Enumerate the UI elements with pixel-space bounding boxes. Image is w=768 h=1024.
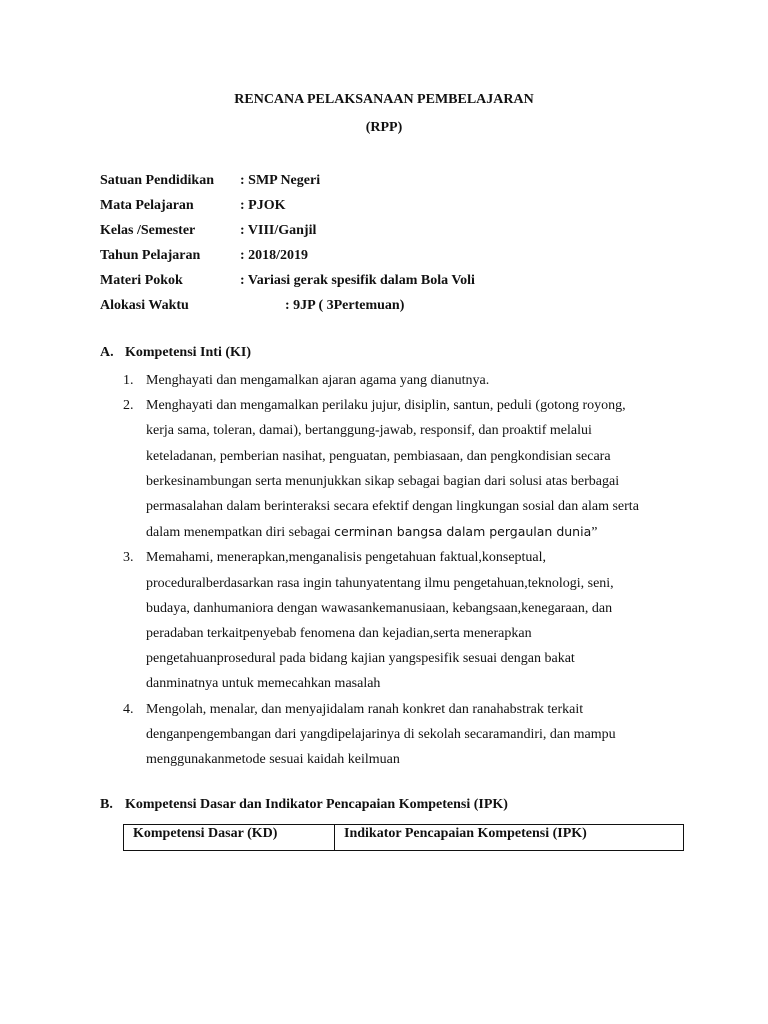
info-value: : SMP Negeri (240, 173, 321, 188)
item-line-end: ” (591, 525, 598, 541)
item-number: 3. (123, 550, 134, 566)
list-item (100, 697, 700, 773)
info-label: Mata Pelajaran (100, 198, 194, 213)
list-item (100, 393, 700, 545)
list-item (100, 368, 700, 393)
info-value: : Variasi gerak spesifik dalam Bola Voli (240, 273, 475, 288)
item-line: proceduralberdasarkan rasa ingin tahunyatentang ilmu pengetahuan,teknologi, seni, (146, 575, 614, 591)
list-item (100, 545, 700, 696)
info-label: Tahun Pelajaran (100, 248, 201, 263)
item-line: Memahami, menerapkan,menganalisis pengetahuan faktual,konseptual, (146, 550, 547, 566)
info-label: Materi Pokok (100, 273, 183, 288)
table-header-ipk: Indikator Pencapaian Kompetensi (IPK) (344, 826, 587, 841)
info-label: Alokasi Waktu (100, 298, 189, 313)
item-line: Mengolah, menalar, dan menyajidalam ranah konkret dan ranahabstrak terkait (146, 701, 584, 717)
info-value: : 9JP ( 3Pertemuan) (285, 298, 405, 313)
section-a-title: Kompetensi Inti (KI) (125, 345, 251, 360)
section-a-heading (100, 345, 251, 361)
item-line: Menghayati dan mengamalkan perilaku jujur, disiplin, santun, peduli (gotong royong, (146, 398, 626, 414)
item-line: budaya, danhumaniora dengan wawasankemanusiaan, kebangsaan,kenegaraan, dan (146, 600, 613, 616)
item-line: pengetahuanprosedural pada bidang kajian yangspesifik sesuai dengan bakat (146, 651, 575, 667)
item-line-text: dalam menempatkan diri sebagai (146, 525, 335, 541)
item-line: berkesinambungan serta menunjukkan sikap sebagai bagian dari solusi atas berbagai (146, 473, 620, 489)
item-line: menggunakanmetode sesuai kaidah keilmuan (146, 752, 400, 768)
section-b-heading (100, 797, 508, 813)
section-b-number: B. (100, 797, 113, 812)
info-label: Satuan Pendidikan (100, 173, 214, 188)
document-subtitle: (RPP) (365, 120, 403, 135)
section-b-title: Kompetensi Dasar dan Indikator Pencapaian Kompetensi (IPK) (125, 797, 508, 812)
info-value: : 2018/2019 (240, 248, 309, 263)
item-line: danminatnya untuk memecahkan masalah (146, 676, 381, 692)
item-line: Menghayati dan mengamalkan ajaran agama yang dianutnya. (146, 373, 490, 388)
item-line-last (146, 519, 700, 545)
item-line-tail: cerminan bangsa dalam pergaulan dunia (334, 524, 592, 540)
item-line: denganpengembangan dari yangdipelajarinya di sekolah secaramandiri, dan mampu (146, 726, 616, 742)
item-line: keteladanan, pemberian nasihat, penguatan, pembiasaan, dan pengkondisian secara (146, 448, 611, 464)
ki-list (100, 368, 700, 772)
table-header-kd: Kompetensi Dasar (KD) (124, 825, 335, 850)
info-value: : PJOK (240, 198, 286, 213)
item-number: 2. (123, 398, 134, 414)
item-number: 4. (123, 701, 134, 717)
item-line: peradaban terkaitpenyebab fenomena dan kejadian,serta menerapkan (146, 626, 532, 642)
item-line: permasalahan dalam berinteraksi secara efektif dengan lingkungan sosial dan alam serta (146, 499, 639, 515)
item-line: kerja sama, toleran, damai), bertanggung-jawab, responsif, dan proaktif melalui (146, 423, 592, 439)
section-a-number: A. (100, 345, 114, 360)
info-label: Kelas /Semester (100, 223, 196, 238)
info-value: : VIII/Ganjil (240, 223, 317, 238)
item-number: 1. (123, 373, 134, 388)
kd-ipk-table (123, 824, 684, 851)
document-title: RENCANA PELAKSANAAN PEMBELAJARAN (234, 92, 534, 107)
